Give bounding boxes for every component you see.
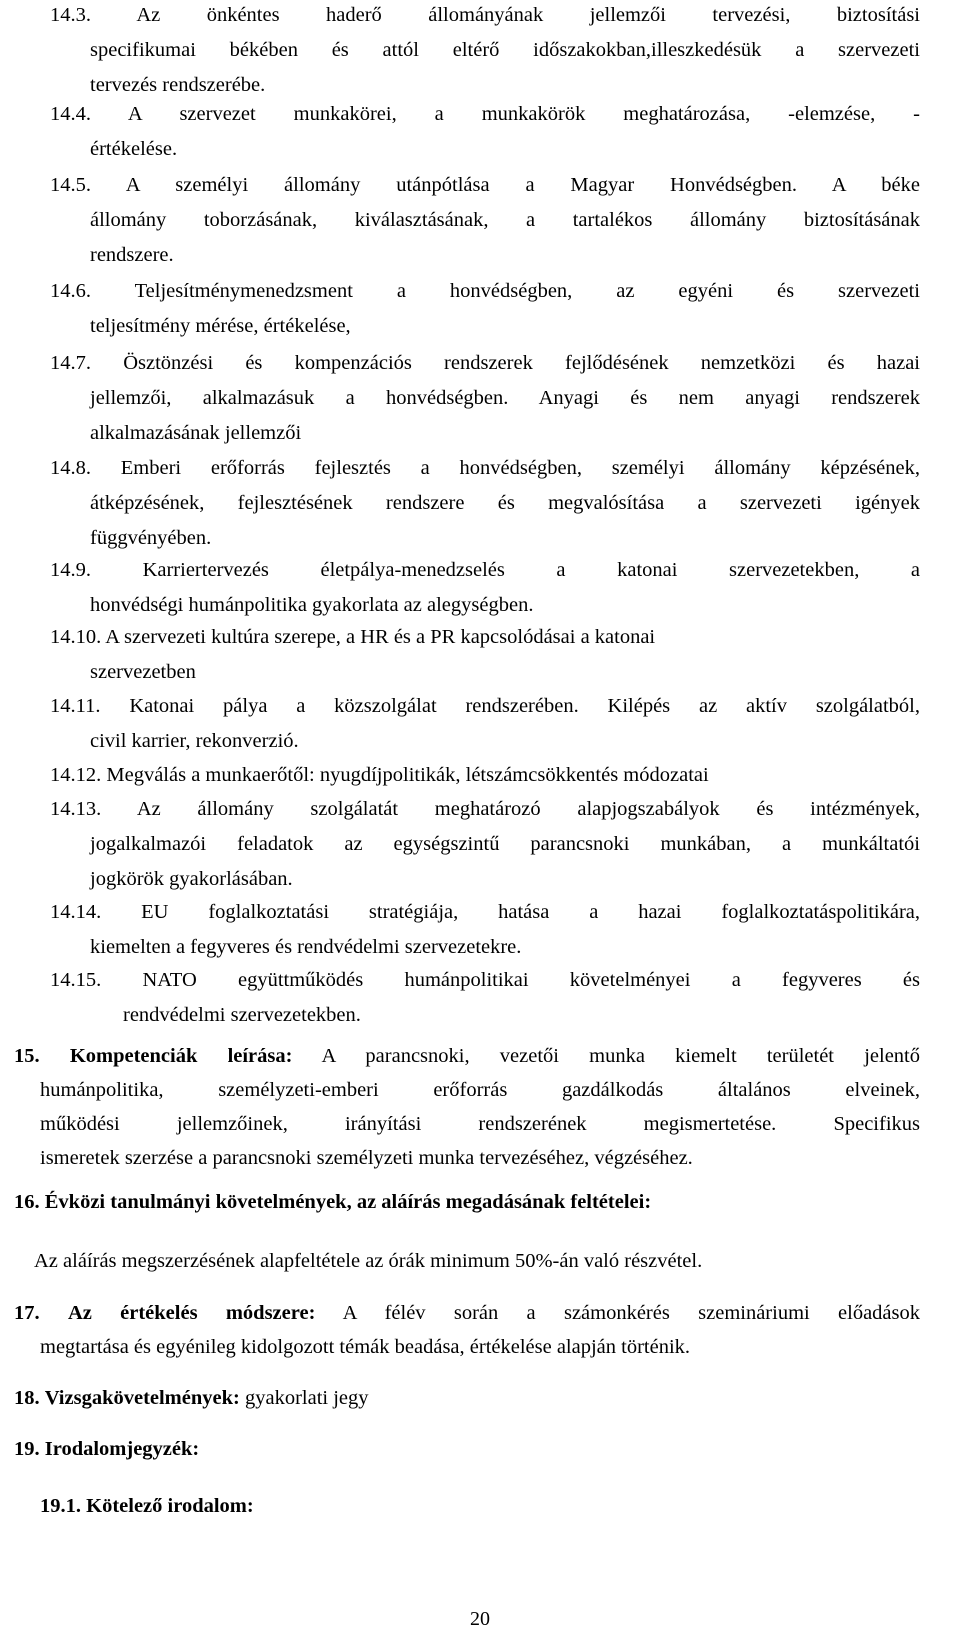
section-15 — [14, 1039, 920, 1175]
item-line: 14.5. A személyi állomány utánpótlása a Magyar Honvédségben. A béke — [50, 174, 920, 196]
section-heading: Kötelező irodalom: — [86, 1495, 254, 1517]
section-text: A félév során a számonkérés szemináriumi előadások — [342, 1302, 920, 1324]
section-18 — [14, 1381, 920, 1415]
section-line — [14, 1296, 920, 1330]
item-14-3 — [50, 0, 920, 103]
item-14-5 — [50, 168, 920, 273]
item-line: jellemzői, alkalmazásuk a honvédségben. Anyagi és nem anyagi rendszerek — [90, 387, 920, 409]
section-line — [14, 1381, 920, 1415]
item-14-10 — [50, 620, 920, 690]
item-line: 14.11. Katonai pálya a közszolgálat rendszerében. Kilépés az aktív szolgálatból, — [50, 695, 920, 717]
item-14-9 — [50, 553, 920, 623]
item-line: 14.8. Emberi erőforrás fejlesztés a honvédségben, személyi állomány képzésének, — [50, 457, 920, 479]
section-number: 17. — [14, 1302, 40, 1324]
section-16-body — [34, 1244, 914, 1278]
section-16 — [14, 1185, 920, 1219]
section-text: gyakorlati jegy — [244, 1387, 369, 1409]
section-17 — [14, 1296, 920, 1364]
item-line: 14.6. Teljesítménymenedzsment a honvédségben, az egyéni és szervezeti — [50, 280, 920, 302]
item-line: kiemelten a fegyveres és rendvédelmi szervezetekre. — [90, 936, 522, 958]
section-19 — [14, 1432, 920, 1466]
section-line: Az aláírás megszerzésének alapfeltétele az órák minimum 50%-án való részvétel. — [34, 1250, 703, 1272]
item-14-4 — [50, 97, 920, 167]
section-heading: Kompetenciák leírása: — [69, 1045, 293, 1067]
section-text: A parancsnoki, vezetői munka kiemelt területét jelentő — [321, 1045, 920, 1067]
item-line: civil karrier, rekonverzió. — [90, 730, 299, 752]
item-line: állomány toborzásának, kiválasztásának, a tartalékos állomány biztosításának — [90, 209, 920, 231]
item-line: honvédségi humánpolitika gyakorlata az alegységben. — [90, 594, 534, 616]
item-14-11 — [50, 689, 920, 759]
section-line: humánpolitika, személyzeti-emberi erőforrás gazdálkodás általános elveinek, — [40, 1079, 920, 1101]
section-number: 16. — [14, 1191, 40, 1213]
section-heading: Évközi tanulmányi követelmények, az aláírás megadásának feltételei: — [44, 1191, 652, 1213]
item-line: jogalkalmazói feladatok az egységszintű parancsnoki munkában, a munkáltatói — [90, 833, 920, 855]
section-heading: Irodalomjegyzék: — [44, 1438, 200, 1460]
item-line: 14.3. Az önkéntes haderő állományának jellemzői tervezési, biztosítási — [50, 4, 920, 26]
item-14-7 — [50, 346, 920, 451]
item-line: 14.9. Karriertervezés életpálya-menedzselés a katonai szervezetekben, a — [50, 559, 920, 581]
item-line: szervezetben — [90, 661, 196, 683]
section-number: 18. — [14, 1387, 40, 1409]
section-number: 15. — [14, 1045, 40, 1067]
item-14-14 — [50, 895, 920, 965]
page-number: 20 — [470, 1608, 490, 1630]
item-line: 14.13. Az állomány szolgálatát meghatározó alapjogszabályok és intézmények, — [50, 798, 920, 820]
item-line: rendvédelmi szervezetekben. — [123, 1004, 361, 1026]
section-line — [14, 1432, 920, 1466]
item-line: specifikumai békében és attól eltérő időszakokban,illeszkedésük a szervezeti — [90, 39, 920, 61]
item-line: értékelése. — [90, 138, 178, 160]
section-number: 19.1. — [40, 1495, 81, 1517]
section-line: megtartása és egyénileg kidolgozott témák beadása, értékelése alapján történik. — [40, 1336, 691, 1358]
section-line: működési jellemzőinek, irányítási rendszerének megismertetése. Specifikus — [40, 1113, 920, 1135]
item-14-6 — [50, 274, 920, 344]
item-line: átképzésének, fejlesztésének rendszere és megvalósítása a szervezeti igények — [90, 492, 920, 514]
section-line — [14, 1185, 920, 1219]
section-line — [40, 1489, 920, 1523]
item-line: 14.10. A szervezeti kultúra szerepe, a HR és a PR kapcsolódásai a katonai — [50, 626, 656, 648]
section-heading: Az értékelés módszere: — [67, 1302, 316, 1324]
item-line: rendszere. — [90, 244, 174, 266]
item-line: függvényében. — [90, 527, 212, 549]
section-heading: Vizsgakövetelmények: — [44, 1387, 240, 1409]
item-line: 14.14. EU foglalkoztatási stratégiája, hatása a hazai foglalkoztatáspolitikára, — [50, 901, 920, 923]
item-line: teljesítmény mérése, értékelése, — [90, 315, 351, 337]
item-14-12 — [50, 758, 920, 793]
section-19-1 — [40, 1489, 920, 1523]
item-line: 14.7. Ösztönzési és kompenzációs rendszerek fejlődésének nemzetközi és hazai — [50, 352, 920, 374]
item-line: jogkörök gyakorlásában. — [90, 868, 293, 890]
item-14-15 — [50, 963, 920, 1033]
section-line: ismeretek szerzése a parancsnoki személyzeti munka tervezéséhez, végzéséhez. — [40, 1147, 693, 1169]
section-line — [14, 1039, 920, 1073]
item-line: 14.4. A szervezet munkakörei, a munkakörök meghatározása, -elemzése, - — [50, 103, 920, 125]
item-line: tervezés rendszerébe. — [90, 74, 266, 96]
item-line: alkalmazásának jellemzői — [90, 422, 302, 444]
item-14-13 — [50, 792, 920, 897]
item-line: 14.15. NATO együttműködés humánpolitikai követelményei a fegyveres és — [50, 969, 920, 991]
section-number: 19. — [14, 1438, 40, 1460]
item-14-8 — [50, 451, 920, 556]
item-line: 14.12. Megválás a munkaerőtől: nyugdíjpolitikák, létszámcsökkentés módozatai — [50, 764, 709, 786]
